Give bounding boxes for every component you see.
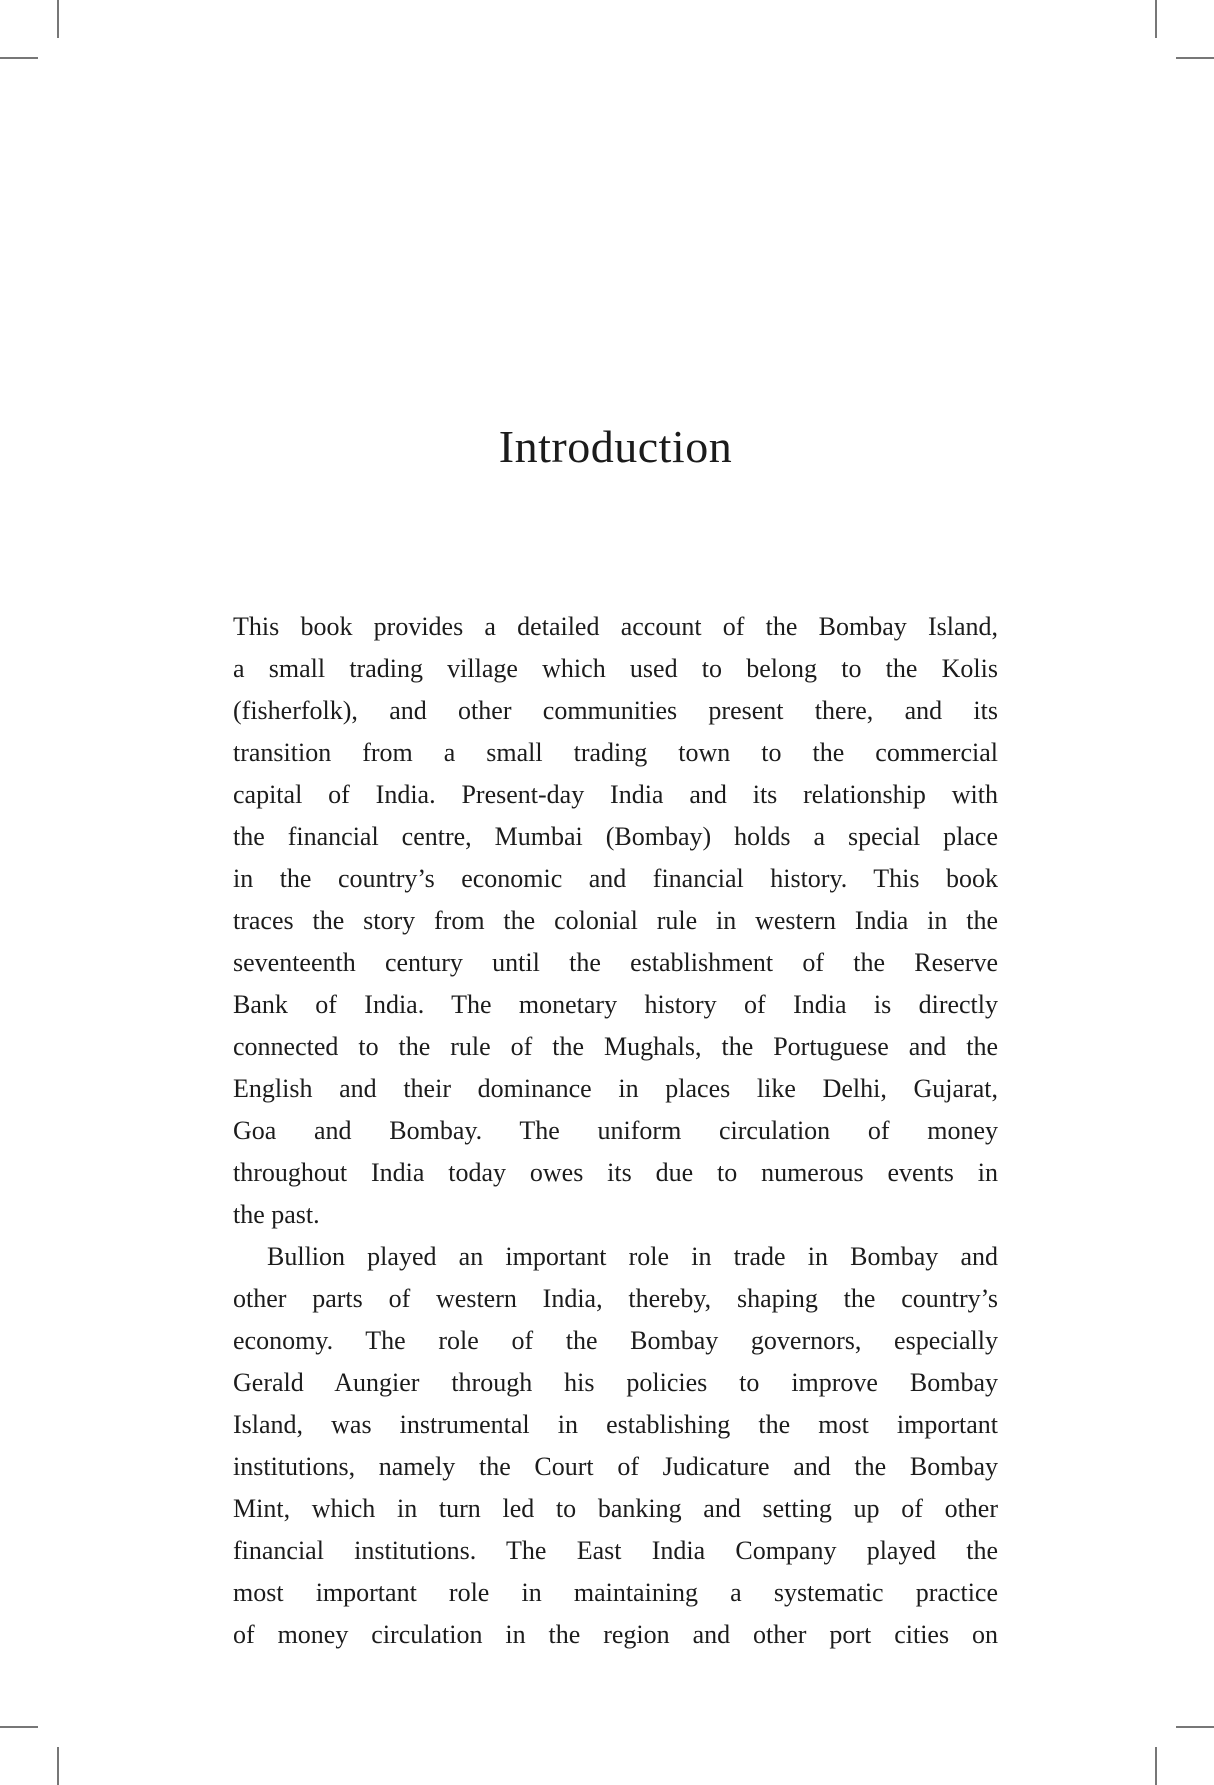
text-line: throughout India today owes its due to numerous events in [233, 1158, 998, 1187]
text-line: economy. The role of the Bombay governors, especially [233, 1326, 998, 1355]
crop-mark-top-left-horizontal [0, 57, 38, 59]
text-line: English and their dominance in places like Delhi, Gujarat, [233, 1074, 998, 1103]
text-line: traces the story from the colonial rule in western India in the [233, 906, 998, 935]
text-line: seventeenth century until the establishment of the Reserve [233, 948, 998, 977]
text-line: This book provides a detailed account of the Bombay Island, [233, 612, 998, 641]
text-line: (fisherfolk), and other communities present there, and its [233, 696, 998, 725]
text-line: connected to the rule of the Mughals, the Portuguese and the [233, 1032, 998, 1061]
crop-mark-bottom-right-horizontal [1176, 1726, 1214, 1728]
crop-mark-top-right-vertical [1155, 0, 1157, 38]
text-line: of money circulation in the region and other port cities on [233, 1620, 998, 1649]
text-line: capital of India. Present-day India and its relationship with [233, 780, 998, 809]
text-line: institutions, namely the Court of Judicature and the Bombay [233, 1452, 998, 1481]
text-line: Bullion played an important role in trade in Bombay and [267, 1242, 998, 1271]
text-line: Gerald Aungier through his policies to improve Bombay [233, 1368, 998, 1397]
crop-mark-bottom-right-vertical [1155, 1747, 1157, 1785]
text-line: financial institutions. The East India Company played the [233, 1536, 998, 1565]
text-line: the past. [233, 1200, 320, 1229]
crop-mark-bottom-left-vertical [57, 1747, 59, 1785]
crop-mark-bottom-left-horizontal [0, 1726, 38, 1728]
text-line: Mint, which in turn led to banking and setting up of other [233, 1494, 998, 1523]
text-line: a small trading village which used to belong to the Kolis [233, 654, 998, 683]
text-line: other parts of western India, thereby, shaping the country’s [233, 1284, 998, 1313]
text-line: Bank of India. The monetary history of India is directly [233, 990, 998, 1019]
body-text [233, 606, 998, 1656]
crop-mark-top-right-horizontal [1176, 57, 1214, 59]
text-line: in the country’s economic and financial history. This book [233, 864, 998, 893]
text-line: Island, was instrumental in establishing the most important [233, 1410, 998, 1439]
chapter-title: Introduction [498, 421, 733, 472]
text-line: Goa and Bombay. The uniform circulation of money [233, 1116, 998, 1145]
text-line: transition from a small trading town to the commercial [233, 738, 998, 767]
crop-mark-top-left-vertical [57, 0, 59, 38]
text-line: most important role in maintaining a systematic practice [233, 1578, 998, 1607]
text-line: the financial centre, Mumbai (Bombay) holds a special place [233, 822, 998, 851]
